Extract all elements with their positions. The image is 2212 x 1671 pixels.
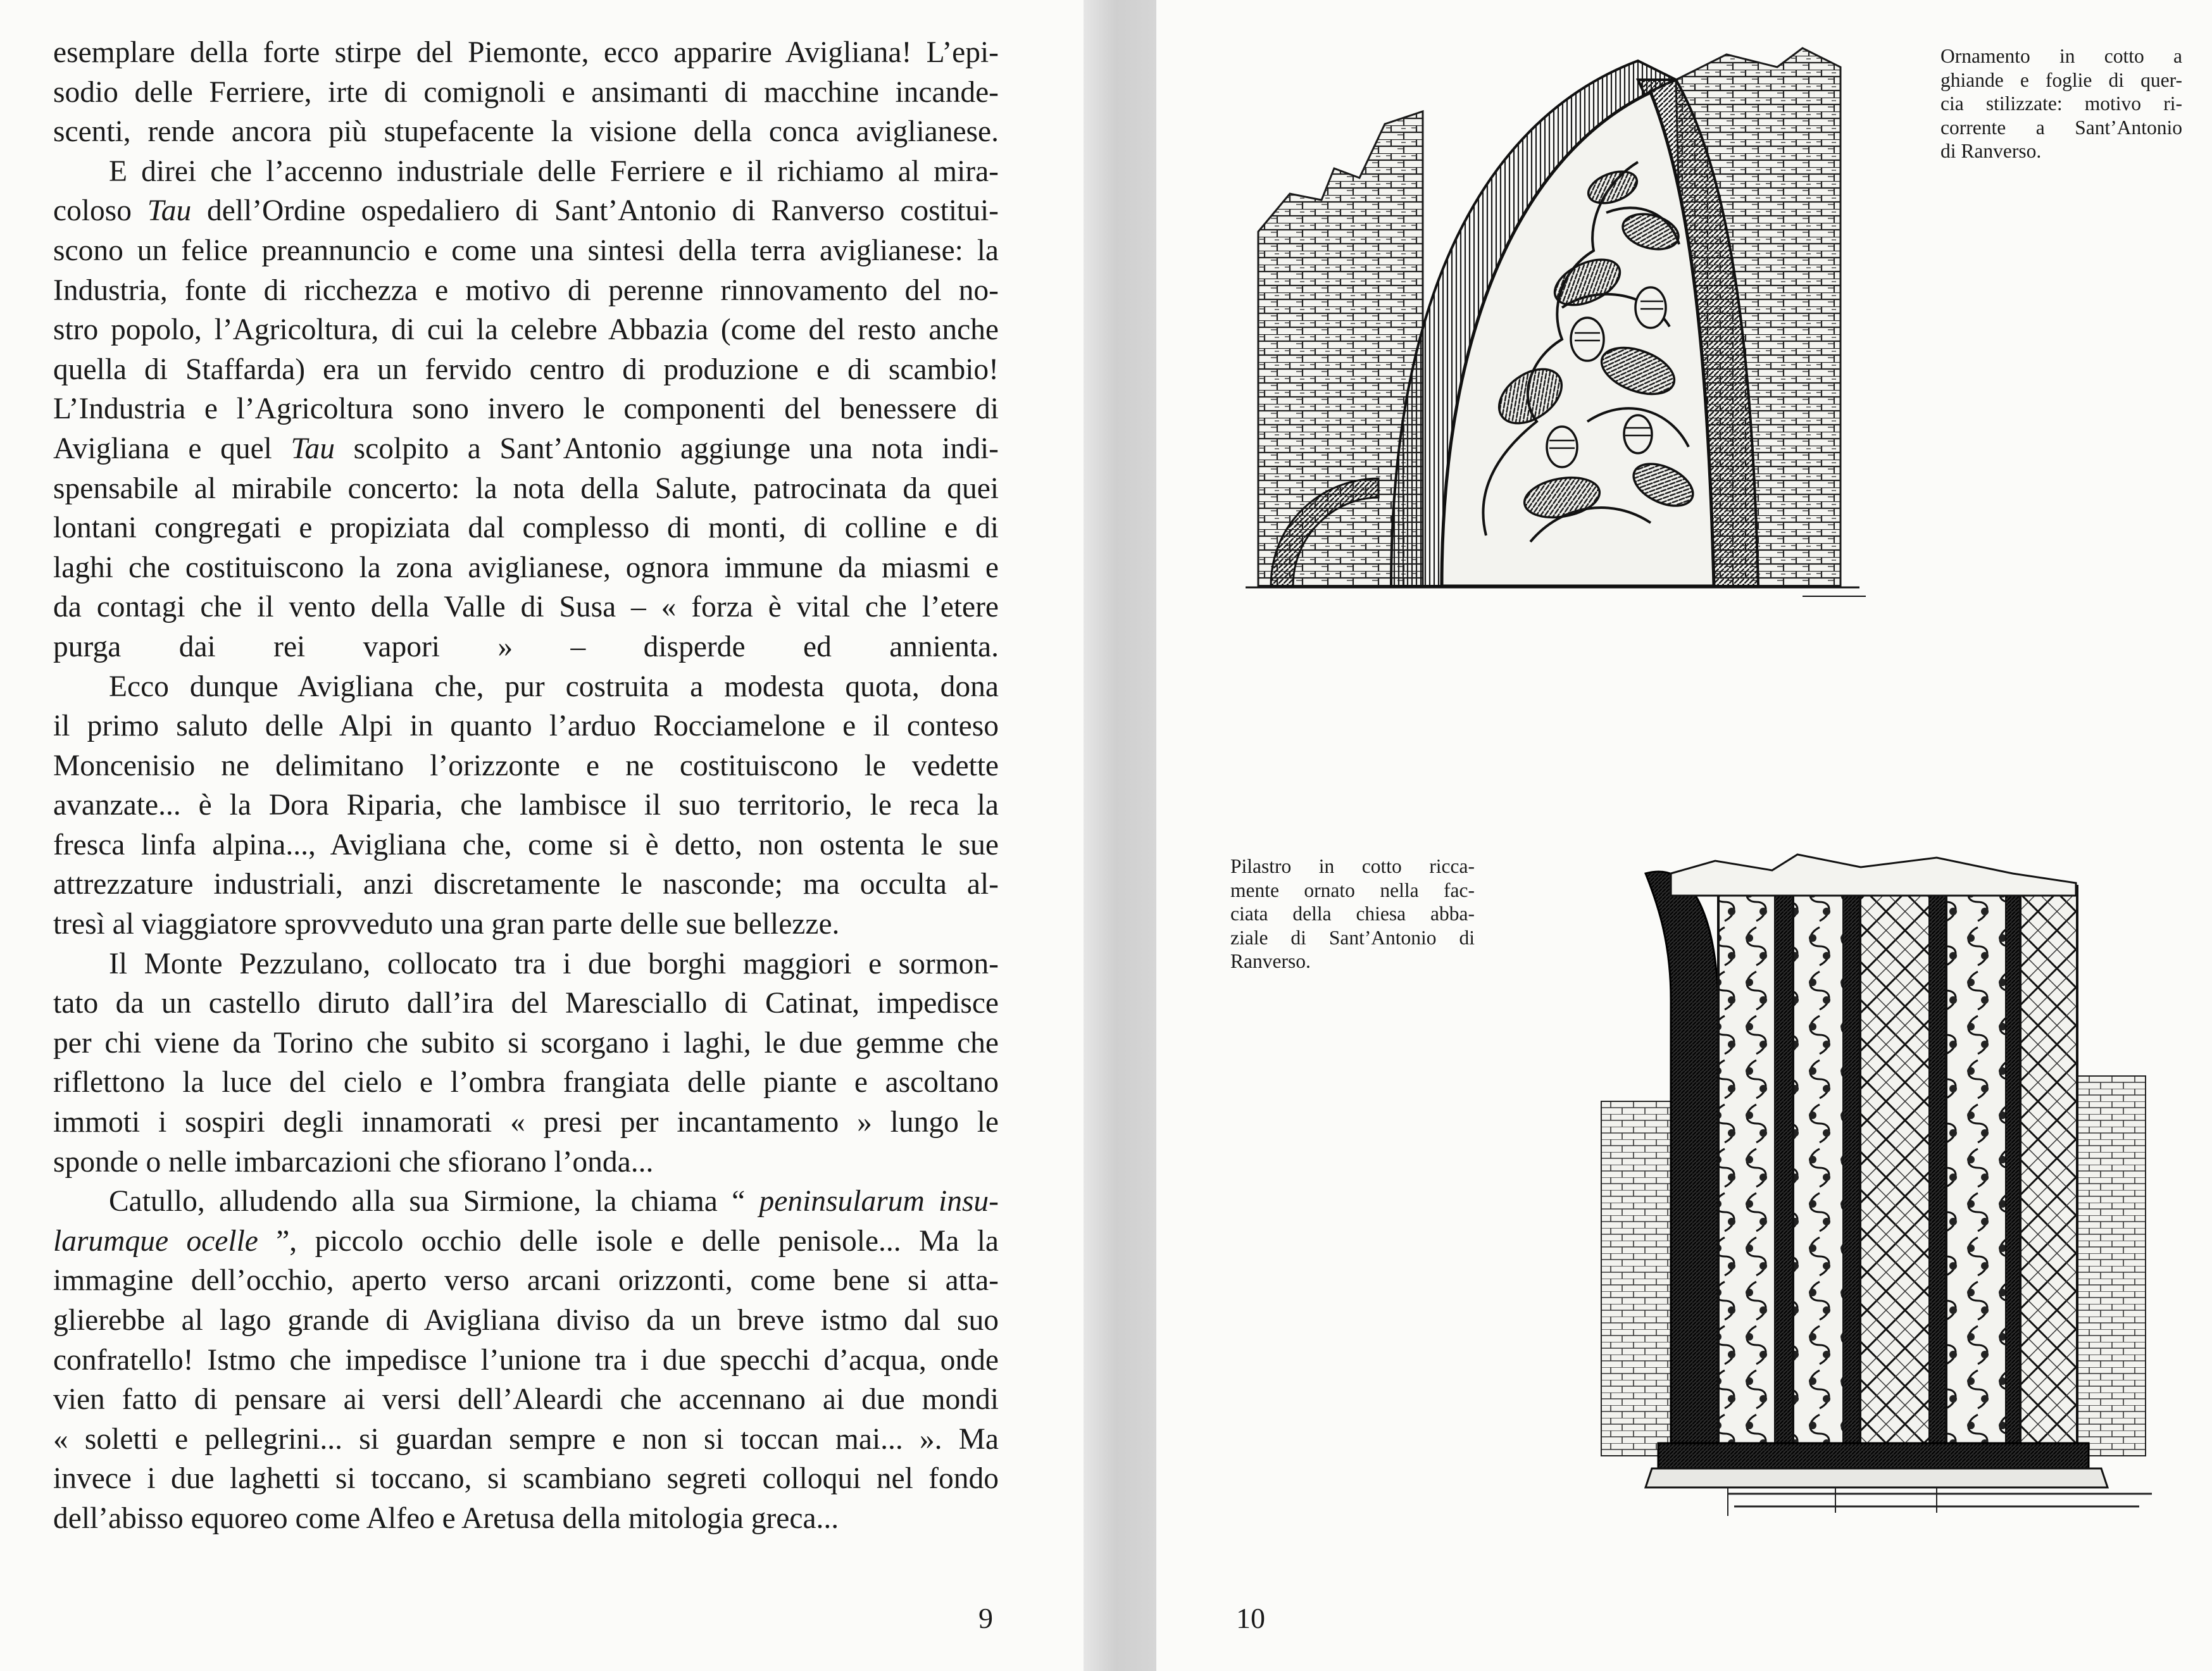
caption-line: cia stilizzate: motivo ri- <box>1940 92 2182 115</box>
text-line: coloso Tau dell’Ordine ospedaliero di Sant’Antonio di Ranverso costitui- <box>53 194 999 228</box>
paragraph <box>53 33 999 152</box>
caption-pillar <box>1230 854 1475 973</box>
text-line: E direi che l’accenno industriale delle Ferriere e il richiamo al mira- <box>109 154 999 188</box>
text-line: sponde o nelle imbarcazioni che sfiorano l’onda... <box>53 1145 654 1179</box>
text-line: il primo saluto delle Alpi in quanto l’arduo Rocciamelone e il conteso <box>53 710 999 743</box>
text-line: da contagi che il vento della Valle di Susa – « forza è vital che l’etere <box>53 591 999 624</box>
text-line: purga dai rei vapori » – disperde ed annienta. <box>53 630 999 663</box>
body-text <box>53 33 999 1539</box>
text-line: avanzate... è la Dora Riparia, che lambisce il suo territorio, le reca la <box>53 789 999 822</box>
text-line: sodio delle Ferriere, irte di comignoli e ansimanti di macchine incande- <box>53 75 999 109</box>
text-line: scenti, rende ancora più stupefacente la visione della conca aviglianese. <box>53 115 999 149</box>
text-line: Ecco dunque Avigliana che, pur costruita a modesta quota, dona <box>109 670 999 703</box>
paragraph <box>53 1182 999 1538</box>
text-line: riflettono la luce del cielo e l’ombra frangiata delle piante e ascoltano <box>53 1066 999 1099</box>
text-line: scono un felice preannuncio e come una sintesi della terra aviglianese: la <box>53 234 999 267</box>
text-line: attrezzature industriali, anzi discretamente le nasconde; ma occulta al- <box>53 868 999 901</box>
text-line: laghi che costituiscono la zona aviglianese, ognora immune da miasmi e <box>53 551 999 584</box>
text-line: spensabile al mirabile concerto: la nota della Salute, patrocinata da quei <box>53 472 999 505</box>
text-line: Avigliana e quel Tau scolpito a Sant’Antonio aggiunge una nota indi- <box>53 432 999 465</box>
caption-line: mente ornato nella fac- <box>1230 879 1475 901</box>
text-line: immagine dell’occhio, aperto verso arcani orizzonti, come bene si atta- <box>53 1264 999 1298</box>
caption-line: Ranverso. <box>1230 950 1311 972</box>
text-line: Moncenisio ne delimitano l’orizzonte e ne costituiscono le vedette <box>53 749 999 782</box>
page-number: 9 <box>978 1602 993 1634</box>
caption-ornament <box>1940 44 2182 163</box>
text-line: Il Monte Pezzulano, collocato tra i due borghi maggiori e sormon- <box>109 947 999 980</box>
caption-line: corrente a Sant’Antonio <box>1940 116 2182 139</box>
text-line: dell’abisso equoreo come Alfeo e Aretusa della mitologia greca... <box>53 1501 839 1535</box>
text-line: « soletti e pellegrini... si guardan sempre e non si toccan mai... ». Ma <box>53 1422 999 1456</box>
text-line: L’Industria e l’Agricoltura sono invero le componenti del benessere di <box>53 392 999 426</box>
pillar-illustration <box>1582 836 2165 1519</box>
paragraph <box>53 152 999 667</box>
caption-line: ciata della chiesa abba- <box>1230 903 1475 925</box>
text-line: invece i due laghetti si toccano, si scambiano segreti colloqui nel fondo <box>53 1462 999 1496</box>
text-line: per chi viene da Torino che subito si scorgano i laghi, le due gemme che <box>53 1026 999 1060</box>
text-line: vien fatto di pensare ai versi dell’Aleardi che accennano ai due mondi <box>53 1383 999 1417</box>
text-line: immoti i sospiri degli innamorati « presi per incantamento » lungo le <box>53 1106 999 1139</box>
text-line: quella di Staffarda) era un fervido centro di produzione e di scambio! <box>53 353 999 386</box>
caption-line: Ornamento in cotto a <box>1940 45 2182 67</box>
text-line: Catullo, alludendo alla sua Sirmione, la chiama “ peninsularum insu- <box>109 1185 999 1218</box>
caption-line: Pilastro in cotto ricca- <box>1230 855 1475 877</box>
text-line: glierebbe al lago grande di Avigliana diviso da un breve istmo dal suo <box>53 1304 999 1337</box>
caption-line: ghiande e foglie di quer- <box>1940 68 2182 91</box>
text-line: larumque ocelle ”, piccolo occhio delle isole e delle penisole... Ma la <box>53 1224 999 1258</box>
page-number: 10 <box>1236 1602 1265 1634</box>
text-line: stro popolo, l’Agricoltura, di cui la celebre Abbazia (come del resto anche <box>53 313 999 347</box>
ornament-illustration <box>1233 42 1878 599</box>
paragraph <box>53 944 999 1182</box>
text-line: confratello! Istmo che impedisce l’unione tra i due specchi d’acqua, onde <box>53 1343 999 1377</box>
caption-line: di Ranverso. <box>1940 140 2042 162</box>
book-gutter <box>1084 0 1156 1671</box>
text-line: fresca linfa alpina..., Avigliana che, come si è detto, non ostenta le sue <box>53 828 999 861</box>
text-line: tresì al viaggiatore sprovveduto una gran parte delle sue bellezze. <box>53 908 840 941</box>
left-page <box>0 0 1084 1671</box>
text-line: Industria, fonte di ricchezza e motivo di perenne rinnovamento del no- <box>53 273 999 307</box>
text-line: lontani congregati e propiziata dal complesso di monti, di colline e di <box>53 511 999 545</box>
text-line: tato da un castello diruto dall’ira del Maresciallo di Catinat, impedisce <box>53 987 999 1020</box>
text-line: esemplare della forte stirpe del Piemonte, ecco apparire Avigliana! L’epi- <box>53 36 999 69</box>
paragraph <box>53 667 999 944</box>
caption-line: ziale di Sant’Antonio di <box>1230 926 1475 949</box>
